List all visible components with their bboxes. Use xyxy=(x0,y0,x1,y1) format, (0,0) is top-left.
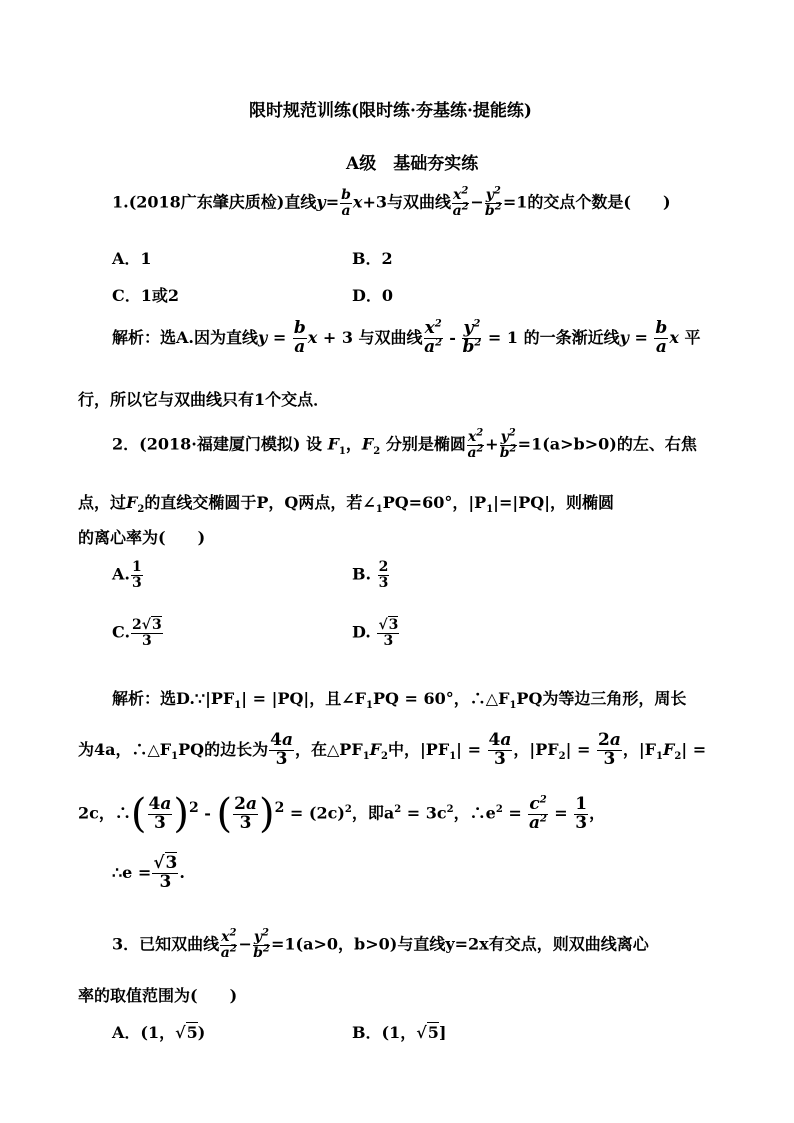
question-number: 2． xyxy=(112,434,140,454)
q2-solution-line3: 2c，∴( $\frac{4a}{3}$ )$^2$ - ( $\frac{2a}{3}$ )$^2 = (2c)^2$，即$a^2 = 3c^2$，$\therefore e^2$ = $\frac{c^2}{a^2}$ = $\frac{1}{3}$ ， xyxy=(78,791,606,837)
q2-option-d[interactable]: D. $\frac{√3}{3}$ xyxy=(352,617,399,649)
page-title: 限时规范训练(限时练·夯基练·提能练) xyxy=(249,101,532,121)
q3-option-a[interactable]: A．(1，√5) xyxy=(112,1023,206,1042)
q1-solution: 解析：选A.因为直线y = $\frac{b}{a}$ x + 3 与双曲线 $\frac{x^2}{a^2}$ - $\frac{y^2}{b^2}$ = 1 的一条渐近线y = $\frac{b}{a}$ x 平 xyxy=(112,318,701,357)
q1-option-b[interactable]: B．2 xyxy=(352,249,393,268)
q2-option-b[interactable]: B. $\frac{2}{3}$ xyxy=(352,559,389,591)
q2-solution-line4: ∴e = $\frac{√3}{3}$ . xyxy=(112,853,185,892)
level-heading: A级 基础夯实练 xyxy=(346,154,479,174)
q1-option-c[interactable]: C．1或2 xyxy=(112,286,180,305)
question-source: (2018广东肇庆质检) xyxy=(128,192,285,212)
question-source: (2018·福建厦门模拟) xyxy=(139,434,301,454)
question-3: 3．已知双曲线 $\frac{x^2}{a^2}$ − $\frac{y^2}{b^2}$ =1(a>0，b>0)与直线y=2x有交点，则双曲线离心 xyxy=(112,927,649,961)
q2-option-c[interactable]: C. $\frac{2√3}{3}$ xyxy=(112,617,162,649)
question-number: 1. xyxy=(112,192,129,212)
solution-label: 解析： xyxy=(112,327,161,347)
q1-option-d[interactable]: D．0 xyxy=(352,286,394,305)
solution-label: 解析： xyxy=(112,689,161,708)
question-2: 2．(2018·福建厦门模拟) 设 $F_1$，$F_2$ 分别是椭圆 $\frac{x^2}{a^2}$ + $\frac{y^2}{b^2}$ =1(a>b>0)的左、右焦 xyxy=(112,427,697,461)
question-number: 3． xyxy=(112,934,140,954)
q2-line2: 点，过$F_2$的直线交椭圆于P，Q两点，若$\angle_1PQ=60^\circ$，$|P_1|=|PQ|$，则椭圆 xyxy=(78,493,615,516)
q3-option-b[interactable]: B．(1，√5] xyxy=(352,1023,447,1042)
question-1: 1.(2018广东肇庆质检)直线y= $\frac{b}{a}$ x+3与双曲线 $\frac{x^2}{a^2}$ − $\frac{y^2}{b^2}$ =1的交点个数是( ) xyxy=(112,185,671,219)
q1-solution-line2: 行，所以它与双曲线只有1个交点． xyxy=(78,390,330,409)
q1-option-a[interactable]: A．1 xyxy=(112,249,152,268)
q2-solution-line2: 为4a，$\therefore\triangle F_1PQ$的边长为 $\frac{4a}{3}$ ，在$\triangle PF_1F_2$中，$|PF_1|$ = $\frac{4a}{3}$ ，$|PF_2|$ = $\frac{2a}{3}$ ，$|F_1F_2|$ = xyxy=(78,730,707,769)
q2-option-a[interactable]: A. $\frac{1}{3}$ xyxy=(112,559,142,591)
q2-line3: 的离心率为( ) xyxy=(78,528,206,547)
q3-line2: 率的取值范围为( ) xyxy=(78,986,238,1005)
q2-solution: 解析：选$D.\because|PF_1| = |PQ|$，且$\angle F_1PQ = 60^\circ$，$\therefore\triangle F_1PQ$为等边三角形，周长 xyxy=(112,689,687,712)
